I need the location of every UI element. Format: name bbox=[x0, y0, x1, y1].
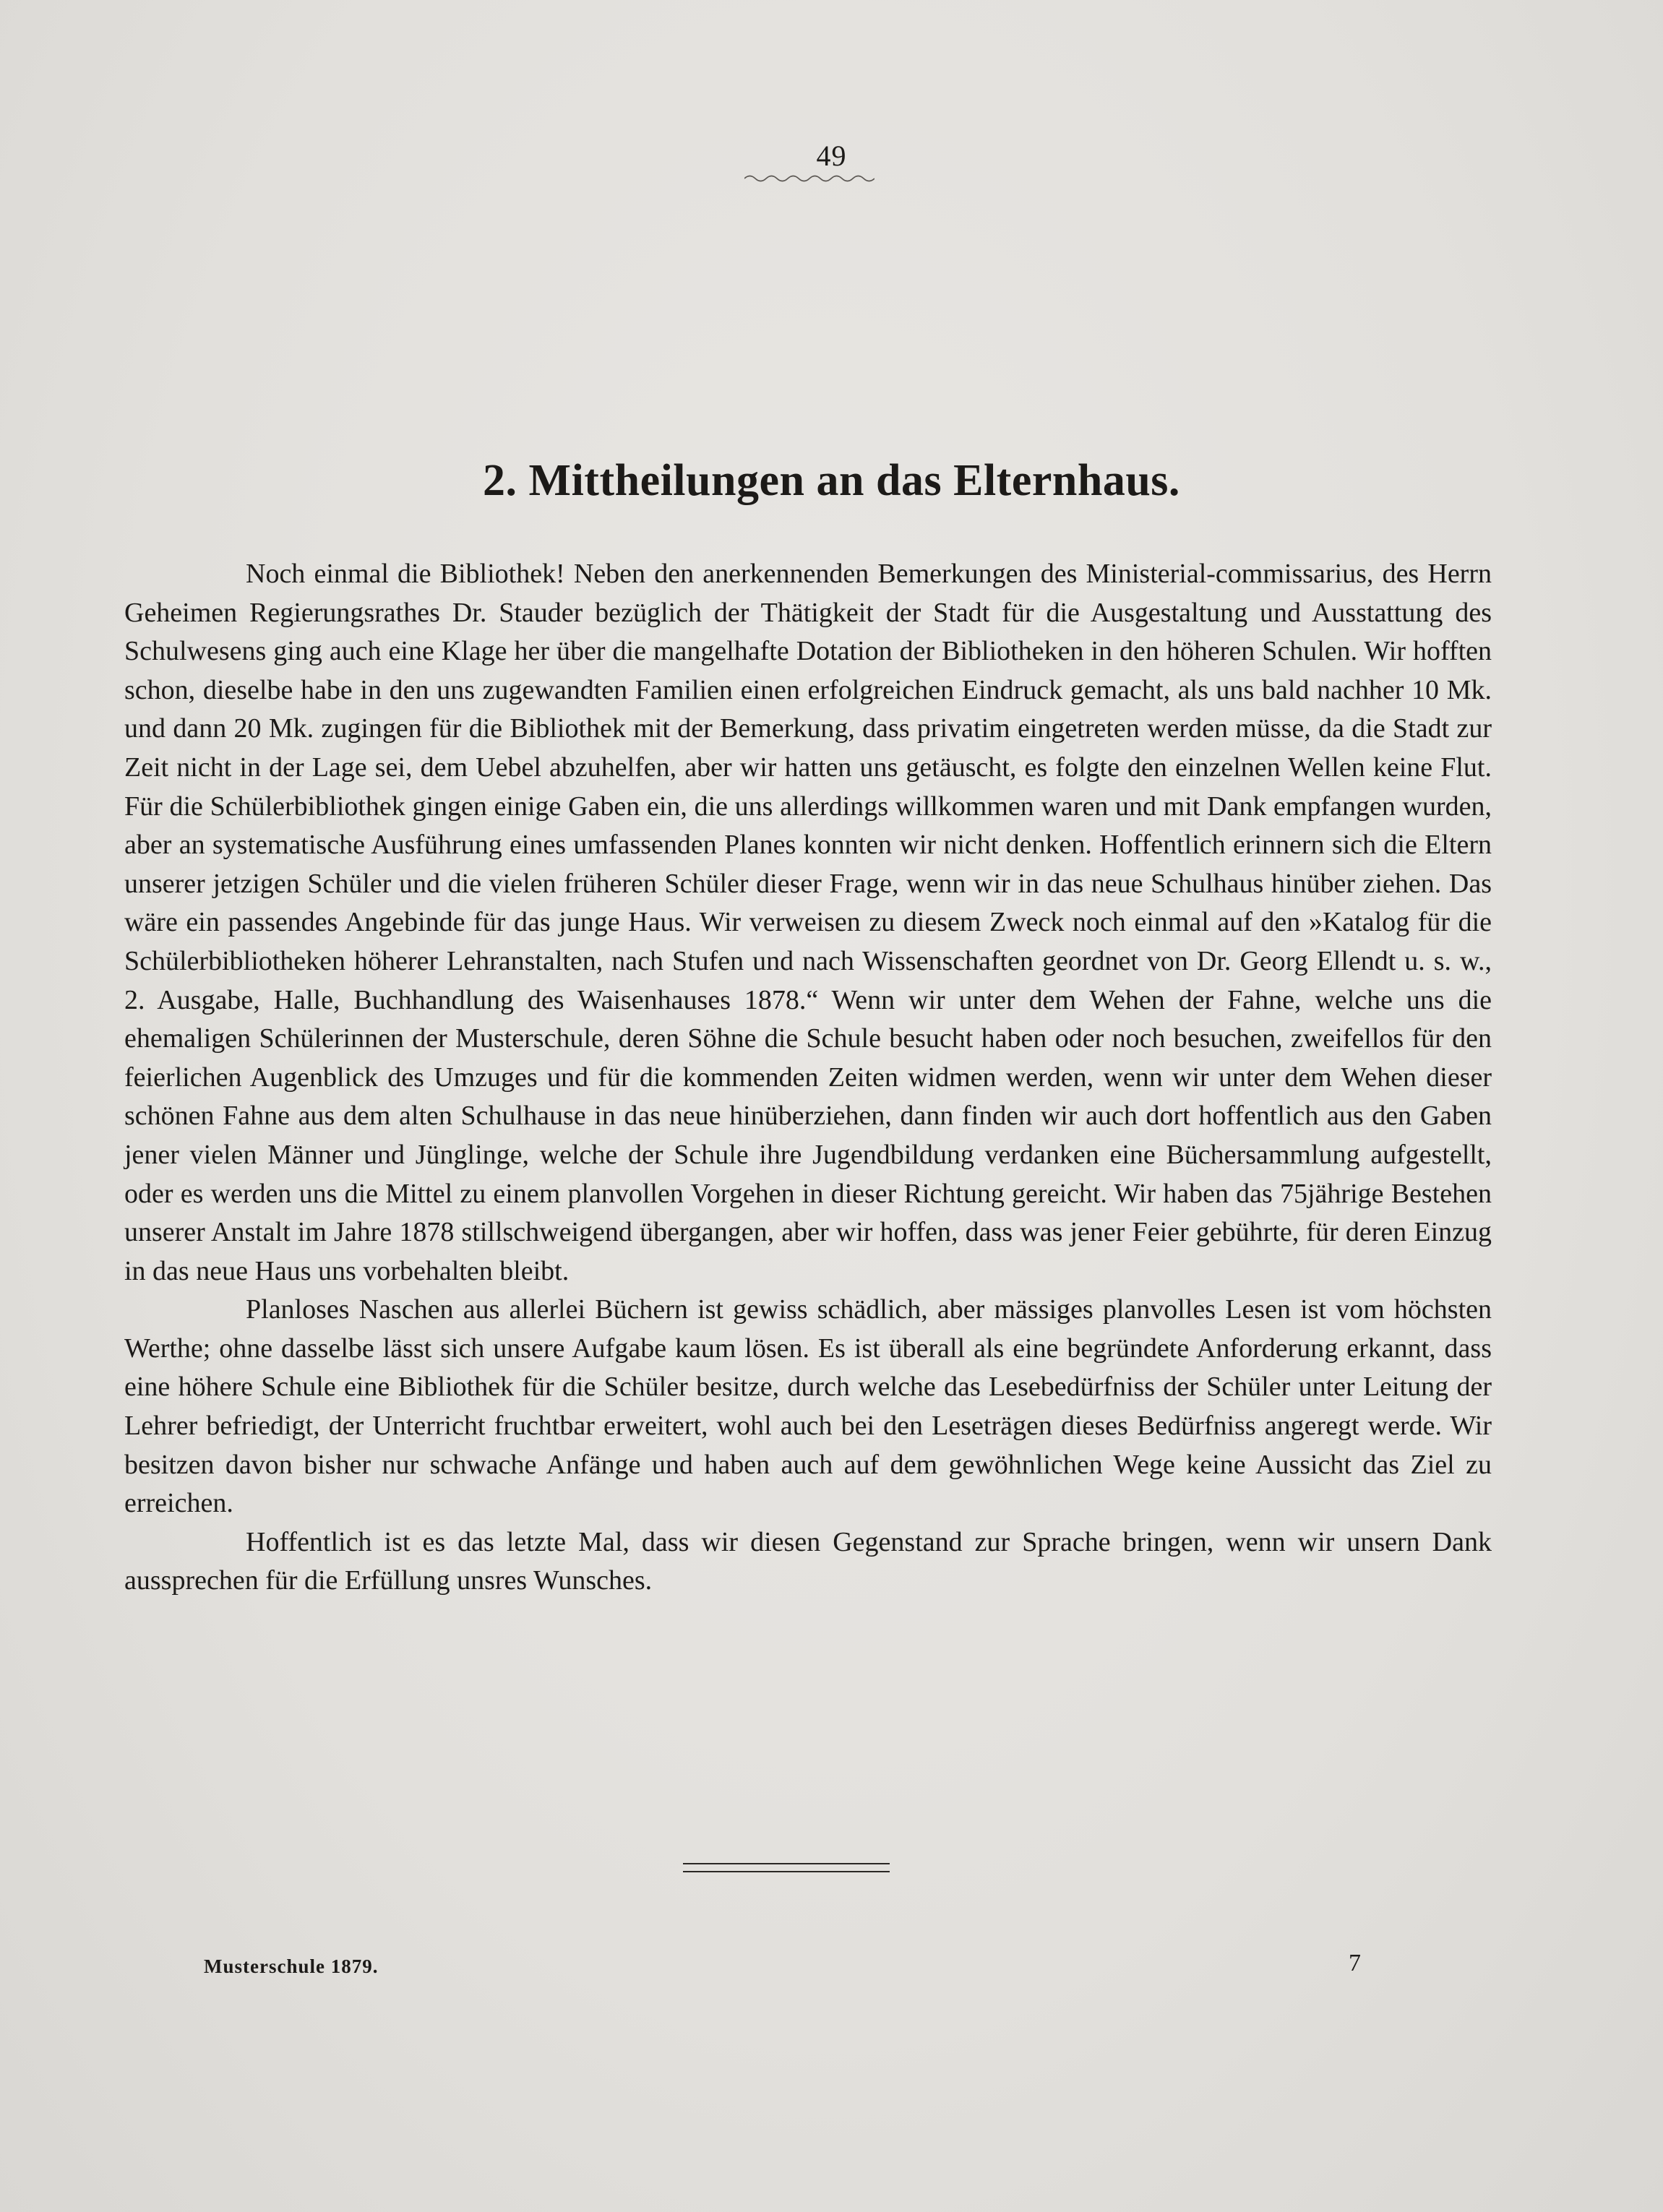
body-text bbox=[124, 555, 1492, 1601]
divider-line-top bbox=[683, 1863, 890, 1864]
divider-line-bottom bbox=[683, 1871, 890, 1872]
paragraph-reading-value: Planloses Naschen aus allerlei Büchern ist gewiss schädlich, aber mässiges planvolles Lesen ist vom höchsten Werthe; ohne dasselbe lässt sich unsere Aufgabe kaum lösen. Es ist überall als eine begründete Anforderung erkannt, dass eine höhere Schule eine Bibliothek für die Schüler besitze, durch welche das Lesebedürfniss der Schüler unter Leitung der Lehrer befriedigt, der Unterricht fruchtbar erweitert, wohl auch bei den Leseträgen dieses Bedürfniss angeregt werde. Wir besitzen davon bisher nur schwache Anfänge und haben auch auf dem gewöhnlichen Wege keine Aussicht das Ziel zu erreichen. bbox=[124, 1294, 1492, 1519]
section-heading: 2. Mittheilungen an das Elternhaus. bbox=[483, 456, 1180, 505]
paragraph-closing: Hoffentlich ist es das letzte Mal, dass wir diesen Gegenstand zur Sprache bringen, wenn wir unsern Dank aussprechen für die Erfüllung unsres Wunsches. bbox=[124, 1526, 1492, 1596]
page-number: 49 bbox=[816, 139, 847, 172]
footer-signature-number: 7 bbox=[1349, 1950, 1361, 1976]
paragraph-library-appeal: Noch einmal die Bibliothek! Neben den anerkennenden Bemerkungen des Ministerial-commissarius, des Herrn Geheimen Regierungsrathes Dr. Stauder bezüglich der Thätigkeit der Stadt für die Ausgestaltung und Ausstattung des Schulwesens ging auch eine Klage her über die mangelhafte Dotation der Bibliotheken in den höheren Schulen. Wir hofften schon, dieselbe habe in den uns zugewandten Familien einen erfolgreichen Eindruck gemacht, als uns bald nachher 10 Mk. und dann 20 Mk. zugingen für die Bibliothek mit der Bemerkung, dass privatim eingetreten werden müsse, da die Stadt zur Zeit nicht in der Lage sei, dem Uebel abzuhelfen, aber wir hatten uns getäuscht, es folgte den einzelnen Wellen keine Flut. Für die Schülerbibliothek gingen einige Gaben ein, die uns allerdings willkommen waren und mit Dank empfangen wurden, aber an systematische Ausführung eines umfassenden Planes konnten wir nicht denken. Hoffentlich erinnern sich die Eltern unserer jetzigen Schüler und die vielen früheren Schüler dieser Frage, wenn wir in das neue Schulhaus hinüber ziehen. Das wäre ein passendes Angebinde für das junge Haus. Wir verweisen zu diesem Zweck noch einmal auf den »Katalog für die Schülerbibliotheken höherer Lehranstalten, nach Stufen und nach Wissenschaften geordnet von Dr. Georg Ellendt u. s. w., 2. Ausgabe, Halle, Buchhandlung des Waisenhauses 1878.“ Wenn wir unter dem Wehen der Fahne, welche uns die ehemaligen Schülerinnen der Musterschule, deren Söhne die Schule besucht haben oder noch besuchen, zweifellos für den feierlichen Augenblick des Umzuges und für die kommenden Zeiten widmen werden, wenn wir unter dem Wehen dieser schönen Fahne aus dem alten Schulhause in das neue hinüberziehen, dann finden wir auch dort hoffentlich aus den Gaben jener vielen Männer und Jünglinge, welche der Schule ihre Jugendbildung verdanken eine Büchersammlung aufgestellt, oder es werden uns die Mittel zu einem planvollen Vorgehen in dieser Richtung gereicht. Wir haben das 75jährige Bestehen unserer Anstalt im Jahre 1878 stillschweigend übergangen, aber wir hoffen, dass was jener Feier gebührte, für deren Einzug in das neue Haus uns vorbehalten bleibt. bbox=[124, 559, 1492, 1286]
decorative-wave-ornament bbox=[744, 173, 875, 184]
footer-publication: Musterschule 1879. bbox=[204, 1955, 379, 1977]
